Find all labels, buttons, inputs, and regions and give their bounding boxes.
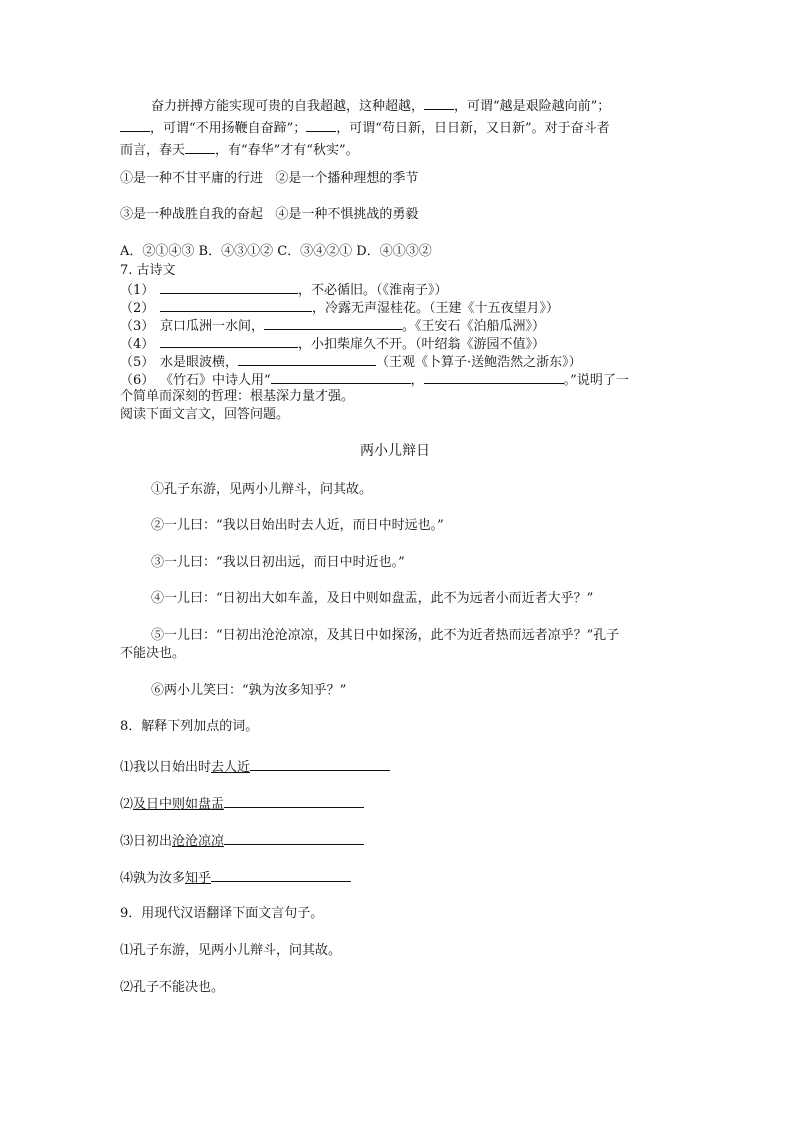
option-1: ①是一种不甘平庸的行进 xyxy=(120,171,264,186)
q6-text: ，可谓“不用扬鞭自奋蹄”； xyxy=(150,121,307,136)
q6-line-1 xyxy=(151,96,610,116)
item-text: （王观《卜算子·送鲍浩然之浙东》） xyxy=(376,355,582,370)
q6-options-row-1 xyxy=(120,170,418,188)
q8-item-4 xyxy=(120,868,351,888)
q6-text: ，可谓“苟日新，日日新，又日新”。对于奋斗者 xyxy=(336,121,610,136)
answer-blank[interactable] xyxy=(185,140,215,154)
answer-blank[interactable] xyxy=(424,96,454,110)
q6-line-3 xyxy=(120,140,359,160)
item-text: ，小扣柴扉久不开。（叶绍翁《游园不值》） xyxy=(298,337,546,352)
reading-intro: 阅读下面文言文，回答问题。 xyxy=(120,407,290,422)
q8-item-1 xyxy=(120,757,390,777)
answer-blank[interactable] xyxy=(271,370,411,384)
passage-paragraph-5: ⑤一儿曰：“日初出沧沧凉凉，及其日中如探汤，此不为近者热而远者凉乎？”孔子 xyxy=(151,628,620,643)
item-text: 《竹石》中诗人用“ xyxy=(160,373,271,388)
q7-item-2 xyxy=(120,298,559,318)
q7-item-6-continued: 个简单而深刻的哲理：根基深力量才强。 xyxy=(120,389,355,404)
answer-blank[interactable] xyxy=(211,868,351,882)
answer-blank[interactable] xyxy=(424,370,564,384)
answer-blank[interactable] xyxy=(250,757,390,771)
item-text: ⑶日初出 xyxy=(120,834,173,849)
q7-item-1 xyxy=(120,280,448,300)
q6-text: ，有“春华”才有“秋实”。 xyxy=(215,143,359,158)
q9-item-1: ⑴孔子东游，见两小儿辩斗，问其故。 xyxy=(120,943,342,958)
item-text: 。”说明了一 xyxy=(563,373,629,388)
q6-options-row-2 xyxy=(120,206,418,224)
item-number: （4） xyxy=(120,337,155,352)
q7-item-6 xyxy=(120,370,629,390)
q7-item-3 xyxy=(120,316,545,336)
passage-paragraph-6: ⑥两小儿笑曰：“孰为汝多知乎？” xyxy=(151,683,347,698)
passage-paragraph-2: ②一儿曰：“我以日始出时去人近，而日中时远也。” xyxy=(151,518,444,533)
q7-title: 7. 古诗文 xyxy=(120,263,176,278)
item-text: ，冷露无声湿桂花。（王建《十五夜望月》） xyxy=(312,301,560,316)
q6-answer-choices: A．②①④③ B．④③①② C．③④②① D．④①③② xyxy=(120,244,432,259)
item-number: （3） xyxy=(120,319,155,334)
passage-paragraph-4: ④一儿曰：“日初出大如车盖，及日中则如盘盂，此不为远者小而近者大乎？” xyxy=(151,591,594,606)
q9-title: 9．用现代汉语翻译下面文言句子。 xyxy=(120,906,324,921)
item-number: （1） xyxy=(120,283,155,298)
item-number: （6） xyxy=(120,373,155,388)
item-text: ⑵ xyxy=(120,797,134,812)
item-text: ， xyxy=(410,373,424,388)
item-text: ⑷孰为汝多 xyxy=(120,871,186,886)
q6-text: ，可谓“越是艰险越向前”； xyxy=(454,99,611,114)
option-4: ④是一种不惧挑战的勇毅 xyxy=(275,207,419,222)
item-text: 水是眼波横， xyxy=(160,355,239,370)
item-text: 京口瓜洲一水间， xyxy=(160,319,265,334)
q7-item-5 xyxy=(120,352,582,372)
q6-text: 而言，春天 xyxy=(120,143,186,158)
answer-blank[interactable] xyxy=(120,118,150,132)
q8-item-3 xyxy=(120,831,364,851)
item-text: ，不必循旧。（《淮南子》） xyxy=(298,283,448,298)
answer-blank[interactable] xyxy=(160,280,298,294)
item-text: 。《王安石《泊船瓜洲》） xyxy=(402,319,546,334)
item-text: ⑴我以日始出时 xyxy=(120,760,212,775)
passage-paragraph-5-continued: 不能决也。 xyxy=(120,646,186,661)
dotted-word: 去人近 xyxy=(211,760,251,775)
answer-blank[interactable] xyxy=(306,118,336,132)
item-number: （5） xyxy=(120,355,155,370)
answer-blank[interactable] xyxy=(264,316,402,330)
passage-paragraph-3: ③一儿曰：“我以日初出远，而日中时近也。” xyxy=(151,555,405,570)
q8-title: 8．解释下列加点的词。 xyxy=(120,719,259,734)
item-number: （2） xyxy=(120,301,155,316)
passage-paragraph-1: ①孔子东游，见两小儿辩斗，问其故。 xyxy=(151,482,373,497)
q7-item-4 xyxy=(120,334,545,354)
option-2: ②是一个播种理想的季节 xyxy=(275,171,419,186)
answer-blank[interactable] xyxy=(238,352,376,366)
dotted-word: 沧沧凉凉 xyxy=(172,834,225,849)
q9-item-2: ⑵孔子不能决也。 xyxy=(120,980,225,995)
answer-blank[interactable] xyxy=(160,334,298,348)
dotted-word: 知乎 xyxy=(185,871,212,886)
answer-blank[interactable] xyxy=(160,298,312,312)
answer-blank[interactable] xyxy=(224,831,364,845)
q6-line-2 xyxy=(120,118,610,138)
q6-text: 奋力拼搏方能实现可贵的自我超越，这种超越， xyxy=(151,99,425,114)
passage-title: 两小儿辩日 xyxy=(360,443,430,459)
answer-blank[interactable] xyxy=(224,794,364,808)
dotted-word: 及日中则如盘盂 xyxy=(133,797,225,812)
option-3: ③是一种战胜自我的奋起 xyxy=(120,207,264,222)
q8-item-2 xyxy=(120,794,364,814)
